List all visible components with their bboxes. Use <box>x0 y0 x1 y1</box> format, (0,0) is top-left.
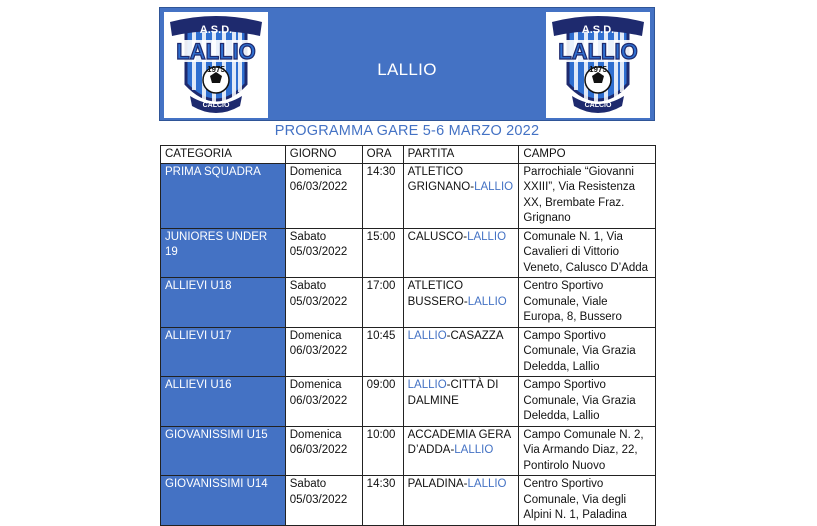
table-row <box>161 476 656 526</box>
day-date: 06/03/2022 <box>289 181 348 193</box>
table-row <box>161 377 656 427</box>
day-date: 06/03/2022 <box>289 394 348 407</box>
cell-categoria: GIOVANISSIMI U15 <box>161 426 286 476</box>
cell-ora: 10:00 <box>362 426 403 476</box>
match-team-home: ATLETICO BUSSERO- <box>407 280 468 308</box>
cell-partita <box>403 377 519 427</box>
cell-ora: 15:00 <box>362 228 403 278</box>
cell-partita <box>403 163 519 228</box>
column-header-giorno: GIORNO <box>285 146 362 164</box>
crest-top-text: A.S.D. <box>199 24 233 36</box>
day-name: Domenica <box>289 379 342 391</box>
cell-categoria: JUNIORES UNDER 19 <box>161 228 286 278</box>
cell-giorno <box>285 426 362 476</box>
cell-giorno <box>285 163 362 228</box>
cell-ora: 14:30 <box>362 163 403 228</box>
cell-giorno <box>285 278 362 328</box>
cell-ora: 09:00 <box>362 377 403 427</box>
program-title: PROGRAMMA GARE 5-6 MARZO 2022 <box>274 123 540 139</box>
day-name: Sabato <box>289 280 327 292</box>
header-banner <box>159 7 655 121</box>
cell-campo: Centro Sportivo Comunale, Viale Europa, 8, Bussero <box>519 278 656 328</box>
table-row <box>161 426 656 476</box>
crest-year-text: 1975 <box>207 65 225 74</box>
table-header-row <box>161 146 656 164</box>
crest-year-text: 1975 <box>589 65 607 74</box>
day-date: 05/03/2022 <box>289 246 348 258</box>
cell-campo: Campo Sportivo Comunale, Via Grazia Deledda, Lallio <box>519 327 656 377</box>
cell-partita <box>403 476 519 526</box>
cell-campo: Campo Comunale N. 2, Via Armando Diaz, 22, Pontirolo Nuovo <box>519 426 656 476</box>
cell-categoria: PRIMA SQUADRA <box>161 163 286 228</box>
column-header-campo: CAMPO <box>519 146 656 164</box>
cell-giorno <box>285 377 362 427</box>
table-row <box>161 163 656 228</box>
day-name: Domenica <box>289 329 342 342</box>
team-title: LALLIO <box>377 60 437 79</box>
match-team-away: -CITTÀ DI DALMINE <box>407 379 499 407</box>
match-team-lallio: LALLIO <box>467 478 507 490</box>
match-team-lallio: LALLIO <box>474 181 514 193</box>
cell-partita <box>403 228 519 278</box>
cell-partita <box>403 327 519 377</box>
cell-giorno <box>285 476 362 526</box>
cell-ora: 17:00 <box>362 278 403 328</box>
column-header-categoria: CATEGORIA <box>161 146 286 164</box>
crest-top-text: A.S.D. <box>581 24 615 36</box>
crest-bottom-text: CALCIO <box>584 102 612 109</box>
cell-categoria: ALLIEVI U17 <box>161 327 286 377</box>
cell-partita <box>403 426 519 476</box>
crest-name-text: LALLIO <box>176 39 256 64</box>
cell-giorno <box>285 327 362 377</box>
table-row <box>161 278 656 328</box>
match-schedule-table <box>160 145 656 526</box>
column-header-partita: PARTITA <box>403 146 519 164</box>
match-team-lallio: LALLIO <box>467 230 507 243</box>
day-date: 06/03/2022 <box>289 345 348 357</box>
column-header-ora: ORA <box>362 146 403 164</box>
table-row <box>161 327 656 377</box>
day-name: Sabato <box>289 230 327 243</box>
table-row <box>161 228 656 278</box>
day-name: Domenica <box>289 165 342 178</box>
match-team-home: ACCADEMIA GERA D’ADDA- <box>407 428 511 456</box>
club-crest-icon <box>546 12 650 118</box>
cell-campo: Comunale N. 1, Via Cavalieri di Vittorio Veneto, Calusco D’Adda <box>519 228 656 278</box>
day-date: 05/03/2022 <box>289 295 348 308</box>
cell-partita <box>403 278 519 328</box>
cell-ora: 14:30 <box>362 476 403 526</box>
match-team-home: PALADINA- <box>407 478 468 490</box>
match-team-lallio: LALLIO <box>407 329 447 342</box>
club-logo-right <box>546 12 650 118</box>
cell-campo: Campo Sportivo Comunale, Via Grazia Deledda, Lallio <box>519 377 656 427</box>
day-date: 06/03/2022 <box>289 444 348 456</box>
crest-bottom-text: CALCIO <box>202 102 230 109</box>
match-team-lallio: LALLIO <box>467 295 507 308</box>
cell-categoria: ALLIEVI U16 <box>161 377 286 427</box>
cell-categoria: ALLIEVI U18 <box>161 278 286 328</box>
cell-ora: 10:45 <box>362 327 403 377</box>
match-team-lallio: LALLIO <box>407 379 447 391</box>
cell-campo: Parrochiale “Giovanni XXIII”, Via Resistenza XX, Brembate Fraz. Grignano <box>519 163 656 228</box>
day-date: 05/03/2022 <box>289 493 348 506</box>
cell-categoria: GIOVANISSIMI U14 <box>161 476 286 526</box>
day-name: Sabato <box>289 478 327 490</box>
match-team-home: ATLETICO GRIGNANO- <box>407 165 475 193</box>
cell-campo: Centro Sportivo Comunale, Via degli Alpini N. 1, Paladina <box>519 476 656 526</box>
crest-name-text: LALLIO <box>558 39 638 64</box>
cell-giorno <box>285 228 362 278</box>
day-name: Domenica <box>289 428 342 441</box>
match-team-away: -CASAZZA <box>446 329 504 342</box>
match-team-home: CALUSCO- <box>407 230 468 243</box>
match-team-lallio: LALLIO <box>454 444 494 456</box>
